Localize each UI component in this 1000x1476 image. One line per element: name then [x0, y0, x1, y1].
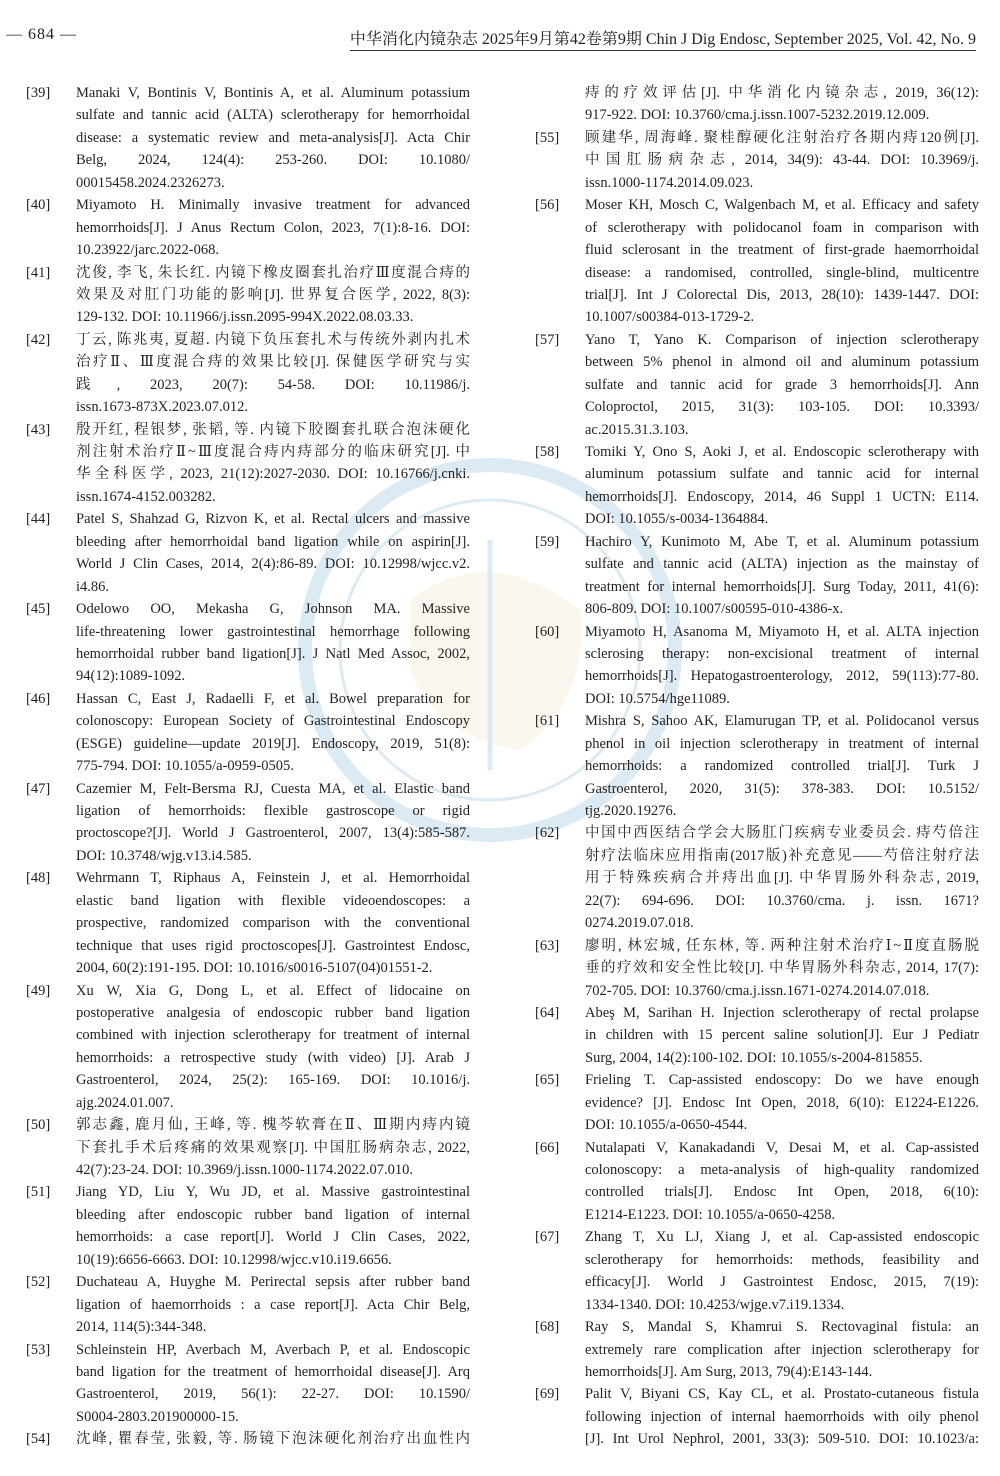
reference-text-line: Zhang T, Xu LJ, Xiang J, et al. Cap-assisted endoscopic — [585, 1229, 979, 1246]
reference-entry — [535, 441, 985, 531]
reference-text-line: Belg, 2024, 124(4): 253-260. DOI: 10.1080/ — [76, 152, 470, 169]
reference-entry — [26, 262, 476, 329]
reference-entry — [26, 508, 476, 598]
reference-text-line: Miyamoto H. Minimally invasive treatment for advanced — [76, 197, 470, 214]
reference-text-line: Manaki V, Bontinis V, Bontinis A, et al. Aluminum potassium — [76, 85, 470, 101]
reference-text-line: [J]. Int Urol Nephrol, 2001, 33(3): 509-510. DOI: 10.1023/a: — [585, 1431, 979, 1448]
reference-entry — [535, 710, 985, 822]
reference-entry — [535, 329, 985, 441]
reference-number: [42] — [26, 331, 51, 348]
reference-text-line: sclerotherapy for hemorrhoids: methods, feasibility and — [585, 1251, 979, 1268]
reference-number: [45] — [26, 601, 51, 618]
reference-number: [41] — [26, 264, 51, 281]
reference-text-line: 用于特殊疾病合并痔出血[J]. 中华胃肠外科杂志, 2019, — [585, 870, 979, 887]
reference-entry — [535, 127, 985, 194]
reference-text-line: hemorrhoids[J]. J Anus Rectum Colon, 2023, 7(1):8-16. DOI: — [76, 219, 470, 236]
reference-number: [63] — [535, 937, 560, 954]
reference-number: [62] — [535, 825, 560, 842]
reference-number: [44] — [26, 511, 51, 528]
reference-number: [56] — [535, 197, 560, 214]
reference-text-line: 沈俊, 李飞, 朱长红. 内镜下橡皮圈套扎治疗Ⅲ度混合痔的 — [76, 264, 470, 281]
reference-text-line: treatment for internal hemorrhoids[J]. Surg Today, 2011, 41(6): — [585, 578, 979, 595]
reference-text-line: 2004, 60(2):191-195. DOI: 10.1016/s0016-5107(04)01551-2. — [76, 960, 433, 977]
reference-text-line: 94(12):1089-1092. — [76, 668, 186, 685]
reference-entry — [535, 82, 985, 127]
reference-text-line: 效果及对肛门功能的影响[J]. 世界复合医学, 2022, 8(3): — [76, 286, 470, 303]
reference-text-line: S0004-2803.201900000-15. — [76, 1408, 239, 1425]
reference-text-line: combined with injection sclerotherapy for treatment of internal — [76, 1027, 470, 1044]
reference-text-line: hemorrhoids: a case report[J]. World J Clin Cases, 2022, — [76, 1229, 470, 1246]
reference-entry — [26, 1271, 476, 1338]
reference-number: [48] — [26, 870, 51, 887]
reference-text-line: band ligation for the treatment of hemorrhoidal disease[J]. Arq — [76, 1363, 470, 1380]
reference-text-line: elastic band ligation with flexible videoendoscopes: a — [76, 892, 470, 909]
reference-number: [58] — [535, 444, 560, 460]
reference-entry — [535, 1226, 985, 1316]
reference-text-line: 0274.2019.07.018. — [585, 915, 694, 932]
reference-text-line: 806-809. DOI: 10.1007/s00595-010-4386-x. — [585, 601, 844, 618]
reference-entry — [535, 1316, 985, 1383]
reference-text-line: Duchateau A, Huyghe M. Perirectal sepsis after rubber band — [76, 1274, 470, 1291]
reference-entry — [26, 1114, 476, 1181]
reference-number: [50] — [26, 1117, 51, 1134]
reference-text-line: Moser KH, Mosch C, Walgenbach M, et al. Efficacy and safety — [585, 197, 979, 214]
reference-text-line: tjg.2020.19276. — [585, 803, 677, 819]
reference-entry — [535, 621, 985, 711]
reference-entry — [535, 194, 985, 329]
reference-text-line: Ray S, Mandal S, Khamrui S. Rectovaginal fistula: an — [585, 1319, 979, 1336]
reference-text-line: following injection of internal haemorrhoids with oily phenol — [585, 1408, 979, 1425]
reference-text-line: 郭志鑫, 鹿月仙, 王峰, 等. 槐芩软膏在Ⅱ、Ⅲ期内痔内镜 — [76, 1117, 470, 1134]
reference-text-line: DOI: 10.1055/s-0034-1364884. — [585, 511, 769, 528]
reference-text-line: 痔的疗效评估[J]. 中华消化内镜杂志, 2019, 36(12): — [585, 85, 979, 101]
reference-text-line: ajg.2024.01.007. — [76, 1094, 174, 1111]
reference-text-line: efficacy[J]. World J Gastrointest Endosc, 2015, 7(19): — [585, 1274, 979, 1291]
reference-text-line: hemorrhoids: a randomized controlled trial[J]. Turk J — [585, 758, 979, 775]
reference-entry — [26, 778, 476, 868]
reference-text-line: bleeding after hemorrhoidal band ligation while on aspirin[J]. — [76, 533, 470, 550]
reference-text-line: Palit V, Biyani CS, Kay CL, et al. Prostato-cutaneous fistula — [585, 1386, 979, 1403]
reference-text-line: Yano T, Yano K. Comparison of injection sclerotherapy — [585, 331, 979, 348]
reference-text-line: bleeding after endoscopic rubber band ligation of internal — [76, 1206, 470, 1223]
reference-text-line: 沈峰, 瞿春莹, 张毅, 等. 肠镜下泡沫硬化剂治疗出血性内 — [76, 1431, 470, 1448]
reference-text-line: hemorrhoids[J]. Hepatogastroenterology, 2012, 59(113):77-80. — [585, 668, 979, 685]
reference-text-line: aluminum potassium sulfate and tannic acid for internal — [585, 466, 979, 483]
reference-text-line: 剂注射术治疗Ⅱ~Ⅲ度混合痔内痔部分的临床研究[J]. 中 — [76, 444, 470, 460]
reference-number: [47] — [26, 780, 51, 797]
reference-number: [43] — [26, 421, 51, 438]
reference-text-line: Patel S, Shahzad G, Rizvon K, et al. Rectal ulcers and massive — [76, 511, 470, 528]
reference-text-line: 10(19):6656-6663. DOI: 10.12998/wjcc.v10.i19.6656. — [76, 1251, 392, 1268]
reference-number: [40] — [26, 197, 51, 214]
reference-text-line: Gastroenterol, 2020, 31(5): 378-383. DOI: 10.5152/ — [585, 780, 979, 797]
reference-text-line: DOI: 10.3748/wjg.v13.i4.585. — [76, 847, 252, 864]
reference-number: [64] — [535, 1004, 560, 1021]
reference-text-line: Abeş M, Sarihan H. Injection sclerotherapy of rectal prolapse — [585, 1004, 979, 1021]
reference-text-line: 775-794. DOI: 10.1055/a-0959-0505. — [76, 758, 294, 775]
reference-number: [51] — [26, 1184, 51, 1201]
references-left-column — [26, 82, 476, 1451]
journal-header: 中华消化内镜杂志 2025年9月第42卷第9期 Chin J Dig Endosc, September 2025, Vol. 42, No. 9 — [350, 26, 976, 51]
reference-text-line: Odelowo OO, Mekasha G, Johnson MA. Massive — [76, 601, 470, 618]
reference-entry — [535, 822, 985, 934]
reference-entry — [535, 1069, 985, 1136]
reference-text-line: disease: a systematic review and meta-analysis[J]. Acta Chir — [76, 129, 470, 146]
reference-text-line: Hassan C, East J, Radaelli F, et al. Bowel preparation for — [76, 690, 470, 707]
reference-text-line: 丁云, 陈兆夷, 夏超. 内镜下负压套扎术与传统外剥内扎术 — [76, 331, 470, 348]
reference-text-line: ac.2015.31.3.103. — [585, 421, 689, 438]
reference-entry — [535, 1002, 985, 1069]
reference-text-line: 10.23922/jarc.2022-068. — [76, 242, 219, 259]
reference-number: [61] — [535, 713, 560, 730]
reference-entry — [26, 194, 476, 261]
reference-text-line: Schleinstein HP, Averbach M, Averbach P, et al. Endoscopic — [76, 1341, 470, 1358]
reference-text-line: E1214-E1223. DOI: 10.1055/a-0650-4258. — [585, 1206, 836, 1223]
reference-text-line: 射疗法临床应用指南(2017版)补充意见——芍倍注射疗法 — [585, 847, 979, 864]
reference-text-line: 殷开红, 程银梦, 张韬, 等. 内镜下胶圈套扎联合泡沫硬化 — [76, 421, 470, 438]
reference-text-line: 中国肛肠病杂志, 2014, 34(9): 43-44. DOI: 10.3969/j. — [585, 152, 979, 169]
reference-text-line: 702-705. DOI: 10.3760/cma.j.issn.1671-0274.2014.07.018. — [585, 982, 930, 999]
reference-number: [68] — [535, 1319, 560, 1336]
reference-entry — [535, 531, 985, 621]
reference-entry — [535, 1383, 985, 1450]
reference-text-line: Wehrmann T, Riphaus A, Feinstein J, et al. Hemorrhoidal — [76, 870, 470, 887]
reference-number: [57] — [535, 331, 560, 348]
reference-text-line: sulfate and tannic acid for grade 3 hemorrhoids[J]. Ann — [585, 376, 979, 393]
reference-text-line: ligation of haemorrhoids : a case report[J]. Acta Chir Belg, — [76, 1296, 470, 1313]
reference-text-line: 廖明, 林宏城, 任东林, 等. 两种注射术治疗Ⅰ~Ⅱ度直肠脱 — [585, 937, 979, 954]
page-number: — 684 — — [6, 26, 77, 43]
reference-entry — [26, 1339, 476, 1429]
reference-text-line: hemorrhoids: a retrospective study (with video) [J]. Arab J — [76, 1049, 470, 1066]
reference-text-line: Gastroenterol, 2024, 25(2): 165-169. DOI: 10.1016/j. — [76, 1072, 470, 1089]
references-right-column — [535, 82, 985, 1451]
reference-text-line: 42(7):23-24. DOI: 10.3969/j.issn.1000-1174.2022.07.010. — [76, 1162, 413, 1178]
reference-text-line: 1334-1340. DOI: 10.4253/wjge.v7.i19.1334. — [585, 1296, 845, 1313]
reference-text-line: 2014, 114(5):344-348. — [76, 1319, 207, 1336]
reference-text-line: 践, 2023, 20(7): 54-58. DOI: 10.11986/j. — [76, 376, 470, 393]
reference-entry — [26, 82, 476, 194]
reference-text-line: Nutalapati V, Kanakadandi V, Desai M, et al. Cap-assisted — [585, 1139, 979, 1156]
reference-entry — [26, 1181, 476, 1271]
reference-entry — [535, 935, 985, 1002]
reference-text-line: hemorrhoids[J]. Endoscopy, 2014, 46 Suppl 1 UCTN: E114. — [585, 488, 979, 505]
reference-text-line: i4.86. — [76, 578, 110, 595]
reference-entry — [26, 1428, 476, 1450]
reference-text-line: 顾建华, 周海峰. 聚桂醇硬化注射治疗各期内痔120例[J]. — [585, 129, 979, 146]
reference-text-line: Mishra S, Sahoo AK, Elamurugan TP, et al. Polidocanol versus — [585, 713, 979, 730]
reference-text-line: DOI: 10.5754/hge11089. — [585, 690, 730, 707]
reference-text-line: issn.1674-4152.003282. — [76, 488, 216, 505]
reference-text-line: Coloproctol, 2015, 31(3): 103-105. DOI: 10.3393/ — [585, 399, 979, 416]
reference-number: [69] — [535, 1386, 560, 1403]
reference-text-line: 10.1007/s00384-013-1729-2. — [585, 309, 755, 326]
reference-text-line: Cazemier M, Felt-Bersma RJ, Cuesta MA, et al. Elastic band — [76, 780, 470, 797]
reference-number: [53] — [26, 1341, 51, 1358]
reference-text-line: phenol in oil injection sclerotherapy in treatment of internal — [585, 735, 979, 752]
reference-text-line: (ESGE) guideline—update 2019[J]. Endoscopy, 2019, 51(8): — [76, 735, 470, 752]
reference-text-line: of sclerotherapy with polidocanol foam in comparison with — [585, 219, 979, 236]
reference-text-line: Tomiki Y, Ono S, Aoki J, et al. Endoscopic sclerotherapy with — [585, 444, 979, 460]
reference-text-line: issn.1000-1174.2014.09.023. — [585, 174, 754, 191]
reference-text-line: 中国中西医结合学会大肠肛门疾病专业委员会. 痔芍倍注 — [585, 825, 979, 842]
reference-text-line: ligation of hemorrhoids: flexible gastroscope or rigid — [76, 803, 470, 819]
reference-text-line: Miyamoto H, Asanoma M, Miyamoto H, et al. ALTA injection — [585, 623, 979, 640]
reference-text-line: 垂的疗效和安全性比较[J]. 中华胃肠外科杂志, 2014, 17(7): — [585, 960, 979, 977]
reference-text-line: 917-922. DOI: 10.3760/cma.j.issn.1007-5232.2019.12.009. — [585, 107, 930, 124]
reference-text-line: 华全科医学, 2023, 21(12):2027-2030. DOI: 10.16766/j.cnki. — [76, 466, 470, 483]
reference-text-line: hemorrhoidal rubber band ligation[J]. J Natl Med Assoc, 2002, — [76, 645, 470, 662]
reference-text-line: sclerosing therapy: non-excisional treatment of internal — [585, 645, 979, 662]
reference-text-line: extremely rare complication after injection sclerotherapy for — [585, 1341, 979, 1358]
reference-text-line: life-threatening lower gastrointestinal hemorrhage following — [76, 623, 470, 640]
reference-text-line: Jiang YD, Liu Y, Wu JD, et al. Massive gastrointestinal — [76, 1184, 470, 1201]
reference-entry — [26, 598, 476, 688]
reference-text-line: colonoscopy: a meta-analysis of high-quality randomized — [585, 1162, 979, 1178]
reference-text-line: issn.1673-873X.2023.07.012. — [76, 399, 248, 416]
reference-text-line: controlled trials[J]. Endosc Int Open, 2018, 6(10): — [585, 1184, 979, 1201]
reference-text-line: colonoscopy: European Society of Gastrointestinal Endoscopy — [76, 713, 470, 730]
reference-number: [59] — [535, 533, 560, 550]
reference-text-line: evidence? [J]. Endosc Int Open, 2018, 6(10): E1224-E1226. — [585, 1094, 979, 1111]
reference-text-line: 00015458.2024.2326273. — [76, 174, 225, 191]
reference-entry — [26, 867, 476, 979]
reference-text-line: 22(7): 694-696. DOI: 10.3760/cma. j. issn. 1671? — [585, 892, 979, 909]
reference-text-line: in children with 15 percent saline solution[J]. Eur J Pediatr — [585, 1027, 979, 1044]
reference-number: [65] — [535, 1072, 560, 1089]
reference-text-line: Xu W, Xia G, Dong L, et al. Effect of lidocaine on — [76, 982, 470, 999]
reference-text-line: Gastroenterol, 2019, 56(1): 22-27. DOI: 10.1590/ — [76, 1386, 470, 1403]
reference-text-line: Frieling T. Cap-assisted endoscopy: Do we have enough — [585, 1072, 979, 1089]
reference-text-line: 下套扎手术后疼痛的效果观察[J]. 中国肛肠病杂志, 2022, — [76, 1139, 470, 1156]
reference-text-line: technique that uses rigid proctoscopes[J]. Gastrointest Endosc, — [76, 937, 470, 954]
reference-entry — [535, 1137, 985, 1227]
reference-number: [67] — [535, 1229, 560, 1246]
reference-number: [52] — [26, 1274, 51, 1291]
reference-entry — [26, 329, 476, 419]
reference-text-line: fluid sclerosant in the treatment of first-grade haemorrhoidal — [585, 242, 979, 259]
reference-entry — [26, 980, 476, 1115]
reference-text-line: 治疗Ⅱ、Ⅲ度混合痔的效果比较[J]. 保健医学研究与实 — [76, 354, 470, 371]
reference-entry — [26, 419, 476, 509]
reference-text-line: between 5% phenol in almond oil and aluminum potassium — [585, 354, 979, 371]
reference-number: [66] — [535, 1139, 560, 1156]
reference-text-line: prospective, randomized comparison with the conventional — [76, 915, 470, 932]
reference-text-line: DOI: 10.1055/a-0650-4544. — [585, 1117, 748, 1134]
reference-number: [39] — [26, 85, 51, 101]
reference-number: [46] — [26, 690, 51, 707]
reference-number: [60] — [535, 623, 560, 640]
reference-text-line: sulfate and tannic acid (ALTA) injection as the mainstay of — [585, 556, 979, 573]
reference-entry — [26, 688, 476, 778]
reference-text-line: Hachiro Y, Kunimoto M, Abe T, et al. Aluminum potassium — [585, 533, 979, 550]
reference-text-line: disease: a randomised, controlled, single-blind, multicentre — [585, 264, 979, 281]
reference-text-line: Surg, 2004, 14(2):100-102. DOI: 10.1055/s-2004-815855. — [585, 1049, 923, 1066]
reference-text-line: sulfate and tannic acid (ALTA) sclerotherapy for hemorrhoidal — [76, 107, 470, 124]
reference-text-line: hemorrhoids[J]. Am Surg, 2013, 79(4):E143-144. — [585, 1363, 873, 1380]
reference-number: [55] — [535, 129, 560, 146]
reference-text-line: 129-132. DOI: 10.11966/j.issn.2095-994X.2022.08.03.33. — [76, 309, 414, 326]
reference-text-line: proctoscope?[J]. World J Gastroenterol, 2007, 13(4):585-587. — [76, 825, 470, 842]
reference-text-line: postoperative analgesia of endoscopic rubber band ligation — [76, 1004, 470, 1021]
reference-number: [49] — [26, 982, 51, 999]
reference-text-line: World J Clin Cases, 2014, 2(4):86-89. DOI: 10.12998/wjcc.v2. — [76, 556, 470, 573]
reference-text-line: trial[J]. Int J Colorectal Dis, 2013, 28(10): 1439-1447. DOI: — [585, 286, 979, 303]
reference-number: [54] — [26, 1431, 51, 1448]
